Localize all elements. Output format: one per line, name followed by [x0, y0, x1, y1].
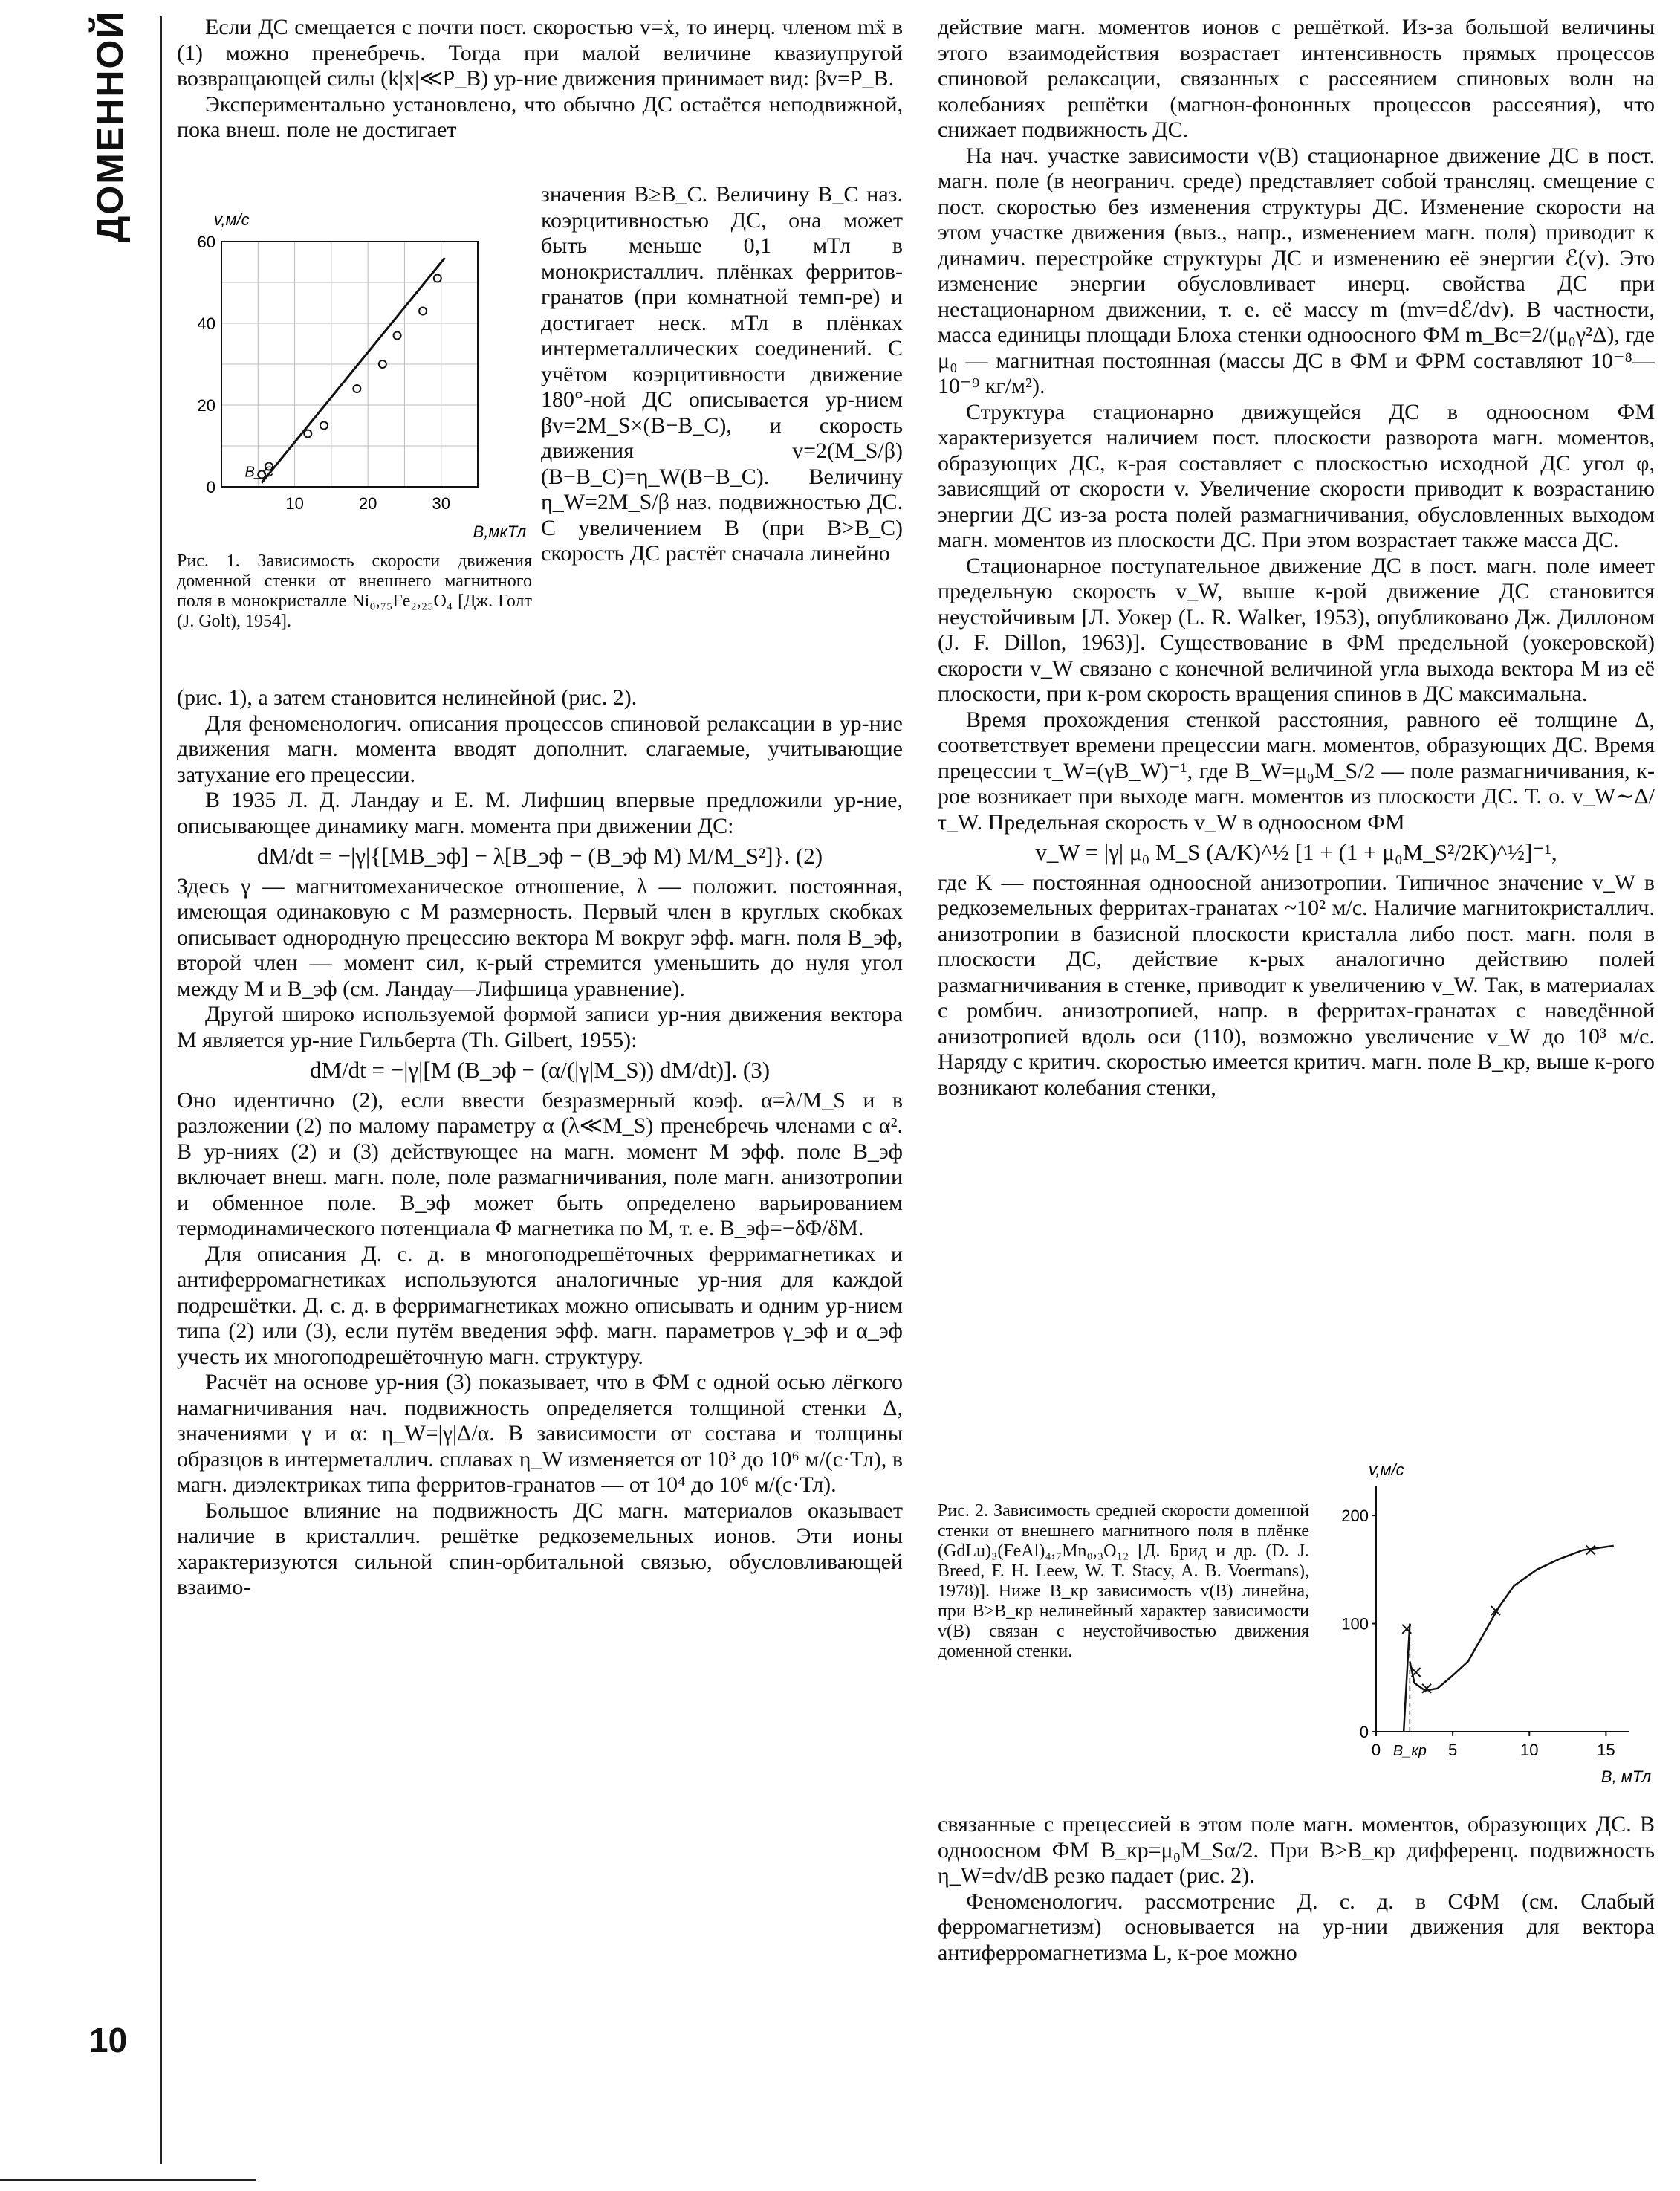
series-line: [1410, 1546, 1613, 1691]
left-paragraph-10: Большое влияние на подвижность ДС магн. материалов оказывает наличие в кристаллич. решётке редкоземельных ионов. Эти ионы характеризуются сильной спин-орбитальной связью, обусловливающей взаимо-: [177, 1498, 903, 1599]
data-point: [379, 360, 386, 368]
left-paragraph-5: Здесь γ — магнитомеханическое отношение, λ — положит. постоянная, имеющая одинаковую с M размерность. Первый член в круглых скобках описывает однородную прецессию вектора M вокруг эфф. магн. поля B_эф, второй член — момент сил, к-рый стремится уменьшить до нуля угол между M и B_эф (см. Ландау—Лифшица уравнение).: [177, 873, 903, 1001]
x-tick-label: 15: [1597, 1741, 1615, 1759]
footer-rule: [0, 2179, 256, 2181]
data-point: [434, 275, 441, 282]
equation-4: v_W = |γ| μ₀ M_S (A/K)^½ [1 + (1 + μ₀M_S²/2K)^½]⁻¹,: [1035, 839, 1557, 865]
left-paragraph-2-end: (рис. 1), а затем становится нелинейной (рис. 2).: [177, 685, 638, 710]
equation-2: dM/dt = −|γ|{[MB_эф] − λ[B_эф − (B_эф M) M/M_S²]}. (2): [256, 843, 823, 869]
bkr-tick-label: B_кр: [1392, 1743, 1427, 1759]
x-tick-label: 20: [358, 494, 377, 513]
x-axis-label: B, мТл: [1600, 1767, 1651, 1786]
left-column-wrap: [541, 182, 903, 567]
right-paragraph-3: Структура стационарно движущейся ДС в одноосном ФМ характеризуется наличием пост. плоскости разворота магн. моментов, образующих ДС, к-рая составляет с плоскостью исходной ДС угол φ, зависящий от скорости v. Увеличение скорости приводит к возрастанию энергии ДС из-за роста полей размагничивания, обусловленных выходом магн. моментов из плоскости ДС. При этом возрастает также масса ДС.: [938, 399, 1655, 552]
y-tick-label: 20: [197, 396, 215, 415]
running-heading-text: ДОМЕННОЙ: [89, 10, 131, 243]
figure-1: [177, 193, 532, 676]
running-heading: [88, 10, 132, 243]
page-number: 10: [89, 2021, 128, 2059]
right-paragraph-1: действие магн. моментов ионов с решёткой. Из-за большой величины этого взаимодействия возрастает интенсивность прямых процессов спиновой релаксации, связанных с рассеянием спиновых волн на колебаниях решётки (магнон-фононных процессов рассеяния), что снижает подвижность ДС.: [938, 15, 1655, 142]
left-paragraph-3: Для феноменологич. описания процессов спиновой релаксации в ур-ние движения магн. момента вводят дополнит. слагаемые, учитывающие затухание его прецессии.: [177, 711, 903, 787]
y-tick-label: 0: [206, 478, 215, 496]
data-point: [353, 385, 360, 392]
figure-1-chart: [177, 193, 532, 550]
data-point: [419, 308, 427, 315]
left-column: [177, 15, 903, 143]
x-tick-label: 5: [1448, 1741, 1458, 1759]
left-paragraph-8: Для описания Д. с. д. в многоподрешёточных ферримагнетиках и антиферромагнетиках используются аналогичные ур-ния для каждой подрешётки. Д. с. д. в ферримагнетиках можно описывать и одним ур-нием типа (2) или (3), если путём введения эфф. магн. параметров γ_эф и α_эф учесть их многоподрешёточную магн. структуру.: [177, 1241, 903, 1369]
right-paragraph-7: связанные с прецессией в этом поле магн. моментов, образующих ДС. В одноосном ФМ B_кр=μ₀M_Sα/2. При B>B_кр дифференц. подвижность η_W=dv/dB резко падает (рис. 2).: [938, 1812, 1655, 1888]
linear-segment: [1404, 1624, 1410, 1732]
left-paragraph-6: Другой широко используемой формой записи ур-ния движения вектора M является ур-ние Гильберта (Th. Gilbert, 1955):: [177, 1002, 903, 1052]
right-column: [938, 15, 1655, 1101]
right-column-lower: [938, 1812, 1655, 1966]
equation-3: dM/dt = −|γ|[M (B_эф − (α/(|γ|M_S)) dM/dt)]. (3): [309, 1057, 771, 1083]
x-tick-label: 10: [285, 494, 304, 513]
left-column-lower: [177, 685, 903, 1601]
y-tick-label: 100: [1341, 1614, 1369, 1634]
figure-1-caption: Рис. 1. Зависимость скорости движения доменной стенки от внешнего магнитного поля в монокристалле Ni₀,₇₅Fe₂,₂₅O₄ [Дж. Голт (J. Golt), 1954].: [177, 551, 532, 631]
figure-2-caption: Рис. 2. Зависимость средней скорости доменной стенки от внешнего магнитного поля в плёнке (GdLu)₃(FeAl)₄,₇Mn₀,₃O₁₂ [Д. Брид и др. (D. J. Breed, F. H. Leew, W. T. Stacy, A. B. Voermans), 1978)]. Ниже B_кр зависимость v(B) линейна, при B>B_кр нелинейный характер зависимости v(B) связан с неустойчивостью движения доменной стенки.: [938, 1501, 1309, 1661]
data-point: [394, 332, 401, 340]
left-paragraph-2-top: Экспериментально установлено, что обычно ДС остаётся неподвижной, пока внеш. поле не достигает: [177, 91, 903, 142]
right-paragraph-4: Стационарное поступательное движение ДС в пост. магн. поле имеет предельную скорость v_W, выше к-рой движение ДС становится неустойчивым [Л. Уокер (L. R. Walker, 1953), опубликовано Дж. Диллоном (J. F. Dillon, 1963)]. Существование в ФМ предельной (уокеровской) скорости v_W связано с конечной величиной угла выхода вектора M из её плоскости, при к-ром скорость вращения спинов в ДС максимальна.: [938, 553, 1655, 706]
left-paragraph-4: В 1935 Л. Д. Ландау и Е. М. Лифшиц впервые предложили ур-ние, описывающее динамику магн. момента при движении ДС:: [177, 788, 903, 838]
right-paragraph-8: Феноменологич. рассмотрение Д. с. д. в СФМ (см. Слабый ферромагнетизм) основывается на ур-нии движения для вектора антиферромагнетизма L, к-рое можно: [938, 1889, 1655, 1965]
y-axis-label: v,м/с: [214, 210, 250, 229]
x-axis-label: B,мкТл: [473, 522, 526, 541]
y-axis-label: v,м/с: [1369, 1460, 1404, 1479]
x-tick-label: 30: [432, 494, 450, 513]
fit-line: [262, 258, 444, 483]
left-paragraph-2-wrap: значения B≥B_C. Величину B_C наз. коэрцитивностью ДС, она может быть меньше 0,1 мТл в монокристаллич. плёнках ферритов-гранатов (при комнатной темп-ре) и достигает неск. мТл в плёнках интерметаллических соединений. С учётом коэрцитивности движение 180°-ной ДС описывается ур-нием βv=2M_S×(B−B_C), и скорость движения v=2(M_S/β)(B−B_C)=η_W(B−B_C). Величину η_W=2M_S/β наз. подвижностью ДС. С увеличением B (при B>B_C) скорость ДС растёт сначала линейно: [541, 182, 903, 566]
y-tick-label: 0: [1359, 1723, 1369, 1741]
left-paragraph-9: Расчёт на основе ур-ния (3) показывает, что в ФМ с одной осью лёгкого намагничивания нач. подвижность определяется толщиной стенки Δ, значениями γ и α: η_W=|γ|Δ/α. В зависимости от состава и толщины образцов в интерметаллич. сплавах η_W изменяется от 10³ до 10⁶ м/(с·Тл), в магн. диэлектриках типа ферритов-гранатов — от 10⁴ до 10⁶ м/(с·Тл).: [177, 1370, 903, 1497]
left-paragraph-7: Оно идентично (2), если ввести безразмерный коэф. α=λ/M_S и в разложении (2) по малому параметру α (λ≪M_S) пренебречь членами с α². В ур-ниях (2) и (3) действующее на магн. момент M эфф. поле B_эф включает внеш. магн. поле, поле размагничивания, поле магн. анизотропии и обменное поле. B_эф может быть определено варьированием термодинамического потенциала Φ магнетика по M, т. е. B_эф=−δΦ/δM.: [177, 1087, 903, 1240]
x-tick-label: 10: [1520, 1741, 1539, 1759]
figure-2: [938, 1457, 1655, 1806]
right-paragraph-6: где K — постоянная одноосной анизотропии. Типичное значение v_W в редкоземельных ферритах-гранатах ~10² м/с. Наличие магнитокристаллич. анизотропии в базисной плоскости кристалла либо пост. магн. поля в плоскости ДС, действие к-рых аналогично действию полей размагничивания в стенке, приводит к увеличению v_W. Так, в материалах с ромбич. анизотропией, напр. в ферритах-гранатах с наведённой анизотропией вдоль оси (110), возможно увеличение v_W до 10³ м/с. Наряду с критич. скоростью имеется критич. магн. поле B_кр, выше к-рого возникают колебания стенки,: [938, 870, 1655, 1100]
y-tick-label: 200: [1341, 1506, 1369, 1526]
y-tick-label: 40: [197, 314, 215, 333]
figure-2-chart: [1320, 1457, 1655, 1806]
x-tick-label: 0: [1371, 1741, 1381, 1759]
data-point: [320, 422, 328, 430]
right-paragraph-5: Время прохождения стенкой расстояния, равного её толщине Δ, соответствует времени прецессии магн. моментов, образующих ДС. Время прецессии τ_W=(γB_W)⁻¹, где B_W=μ₀M_S/2 — поле размагничивания, к-рое возникает при выходе магн. моментов из плоскости ДС. Т. о. v_W∼Δ/τ_W. Предельная скорость v_W в одноосном ФМ: [938, 707, 1655, 835]
right-paragraph-2: На нач. участке зависимости v(B) стационарное движение ДС в пост. магн. поле (в неогранич. среде) представляет собой трансляц. смещение с пост. скоростью без изменения структуры ДС. Изменение скорости на этом участке движения (выз., напр., изменением магн. поля) приводит к динамич. перестройке структуры ДС и изменению её энергии ℰ(v). Это изменение энергии обусловливает инерц. свойства ДС при нестационарном движении, т. е. её массу m (mv=dℰ/dv). В частности, масса единицы площади Блоха стенки одноосного ФМ m_Bc=2/(μ₀γ²Δ), где μ₀ — магнитная постоянная (массы ДС в ФМ и ФРМ составляют 10⁻⁸—10⁻⁹ кг/м²).: [938, 143, 1655, 398]
data-point: [304, 430, 311, 438]
left-paragraph-1: Если ДС смещается с почти пост. скоростью v=ẋ, то инерц. членом mẍ в (1) можно пренебречь. Тогда при малой величине квазиупругой возвращающей силы (k|x|≪P_B) ур-ние движения принимает вид: βv=P_B.: [177, 15, 903, 91]
margin-rule: [160, 16, 162, 2164]
bc-annotation: B_C: [244, 464, 274, 481]
y-tick-label: 60: [197, 233, 215, 251]
